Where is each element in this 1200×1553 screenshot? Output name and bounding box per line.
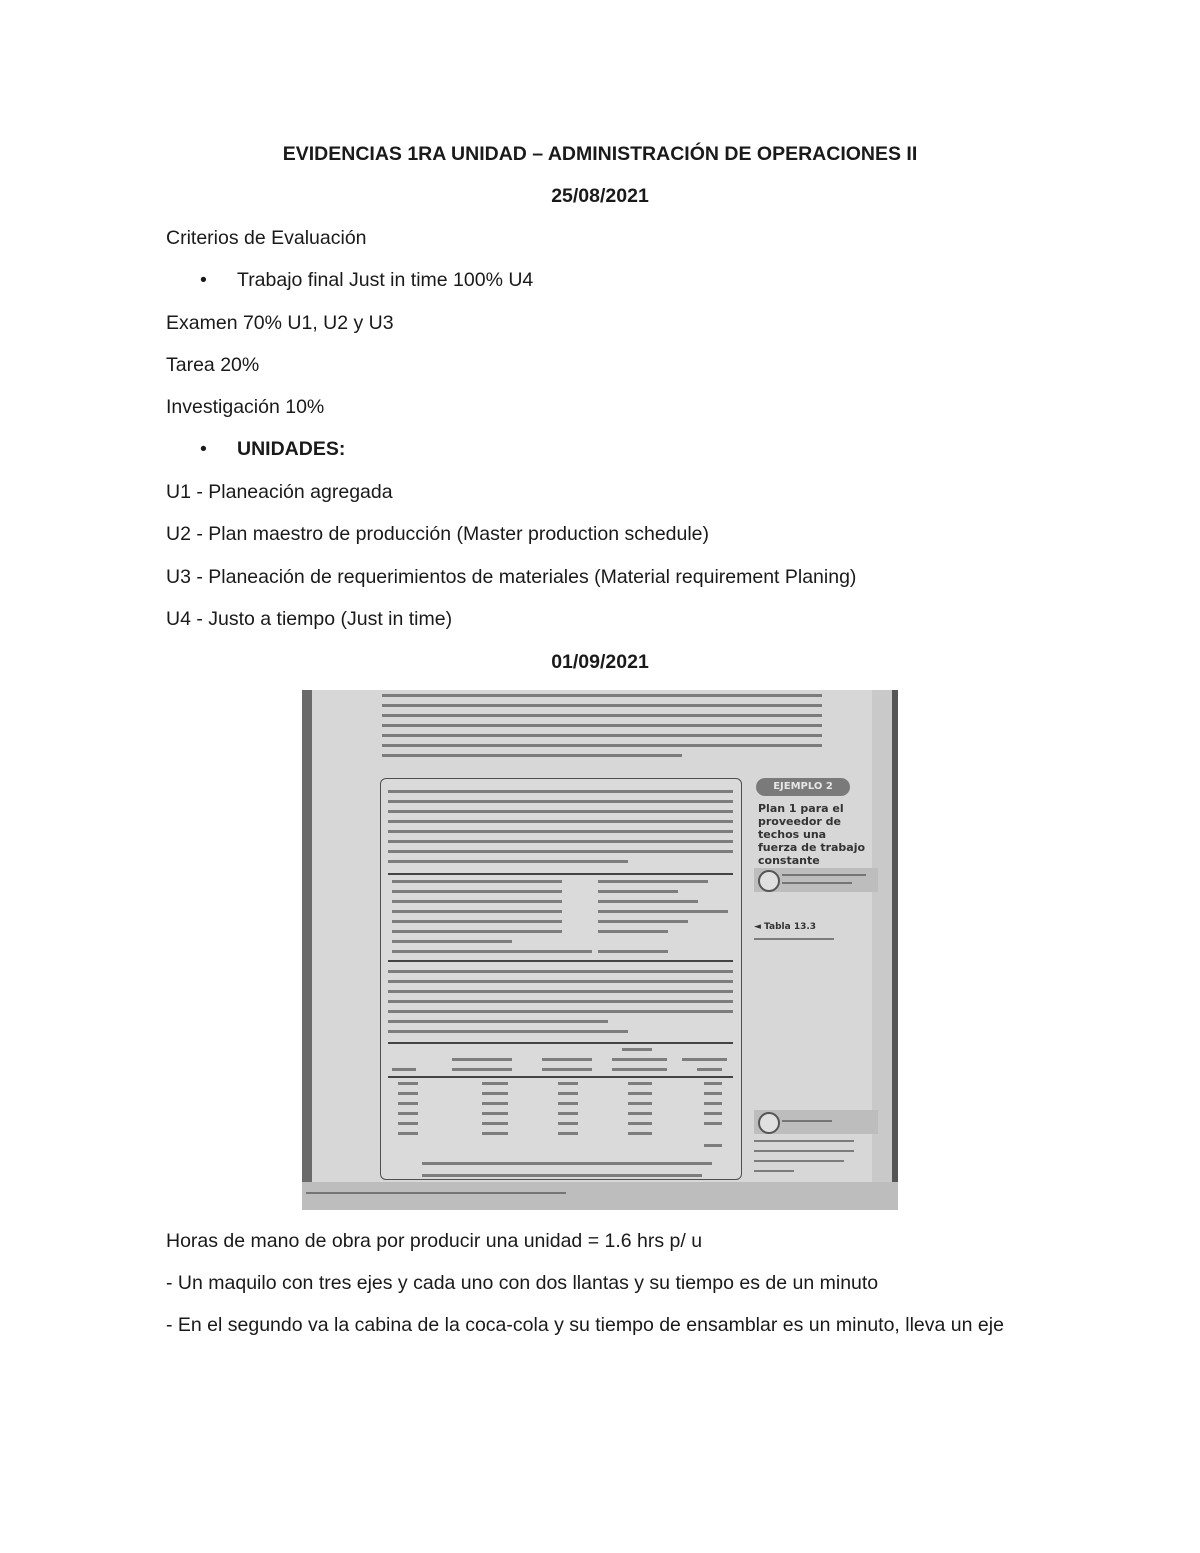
- scan-text-line: [392, 1068, 416, 1071]
- scan-text-line: [542, 1068, 592, 1071]
- cd-icon: [758, 870, 780, 892]
- scan-text-line: [598, 950, 668, 953]
- bullet-dot: •: [200, 269, 207, 291]
- scanned-textbook-image: [302, 690, 898, 1210]
- scan-text-line: [598, 880, 708, 883]
- scan-text-line: [754, 1160, 844, 1162]
- document-title: EVIDENCIAS 1RA UNIDAD – ADMINISTRACIÓN DE OPERACIONES II: [282, 143, 918, 165]
- scan-text-line: [388, 970, 733, 973]
- scan-text-line: [392, 940, 512, 943]
- scan-text-line: [388, 990, 733, 993]
- scan-text-line: [612, 1068, 667, 1071]
- scan-text-line: [398, 1132, 418, 1135]
- scan-text-line: [558, 1102, 578, 1105]
- scan-text-line: [388, 980, 733, 983]
- units-heading: UNIDADES:: [237, 438, 346, 460]
- scan-text-line: [482, 1092, 508, 1095]
- scan-edge: [892, 690, 898, 1210]
- criteria-line: Tarea 20%: [166, 354, 260, 376]
- scan-text-line: [398, 1082, 418, 1085]
- scan-text-line: [382, 724, 822, 727]
- scan-text-line: [558, 1112, 578, 1115]
- scan-text-line: [382, 714, 822, 717]
- scan-status-strip: [302, 1182, 898, 1210]
- unit-line: U2 - Plan maestro de producción (Master production schedule): [166, 523, 710, 545]
- scan-text-line: [628, 1132, 652, 1135]
- scan-text-line: [622, 1048, 652, 1051]
- unit-line: U1 - Planeación agregada: [166, 481, 393, 503]
- scan-text-line: [382, 744, 822, 747]
- scan-text-line: [782, 882, 852, 884]
- note-line: - En el segundo va la cabina de la coca-cola y su tiempo de ensamblar es un minuto, lleva un eje: [166, 1314, 1004, 1336]
- scan-text-line: [388, 1020, 608, 1023]
- scan-text-line: [392, 890, 562, 893]
- scan-text-line: [452, 1068, 512, 1071]
- scan-text-line: [612, 1058, 667, 1061]
- scan-text-line: [452, 1058, 512, 1061]
- note-line: Horas de mano de obra por producir una unidad = 1.6 hrs p/ u: [166, 1230, 703, 1252]
- scan-text-line: [482, 1132, 508, 1135]
- scan-text-line: [628, 1102, 652, 1105]
- scan-text-line: [388, 840, 733, 843]
- scan-text-line: [388, 820, 733, 823]
- date-heading-1: 25/08/2021: [551, 185, 649, 207]
- scan-text-line: [388, 800, 733, 803]
- scan-text-line: [598, 930, 668, 933]
- scan-example-box: [380, 778, 742, 1180]
- scan-table-rule: [388, 873, 733, 875]
- scan-text-line: [704, 1082, 722, 1085]
- scan-text-line: [382, 734, 822, 737]
- scan-text-line: [392, 950, 592, 953]
- scan-text-line: [558, 1132, 578, 1135]
- scan-text-line: [398, 1112, 418, 1115]
- scan-text-line: [542, 1058, 592, 1061]
- scan-text-line: [598, 900, 698, 903]
- date-heading-2: 01/09/2021: [551, 651, 649, 673]
- scan-text-line: [782, 874, 866, 876]
- scan-text-line: [482, 1112, 508, 1115]
- scan-table-rule: [388, 960, 733, 962]
- scan-table-ref: ◄ Tabla 13.3: [754, 922, 817, 932]
- scan-table-rule: [388, 1076, 733, 1078]
- scan-text-line: [422, 1174, 702, 1177]
- scan-example-badge: EJEMPLO 2: [756, 778, 850, 796]
- scan-text-line: [388, 1000, 733, 1003]
- scan-text-line: [628, 1092, 652, 1095]
- scan-edge: [302, 690, 312, 1182]
- criteria-bullet: Trabajo final Just in time 100% U4: [237, 269, 534, 291]
- scan-text-line: [558, 1082, 578, 1085]
- criteria-line: Examen 70% U1, U2 y U3: [166, 312, 394, 334]
- scan-text-line: [398, 1122, 418, 1125]
- scan-text-line: [388, 860, 628, 863]
- scan-text-line: [392, 880, 562, 883]
- scan-text-line: [388, 830, 733, 833]
- scan-text-line: [754, 938, 834, 940]
- scan-text-line: [704, 1122, 722, 1125]
- scan-text-line: [628, 1112, 652, 1115]
- scan-text-line: [306, 1192, 566, 1194]
- unit-line: U3 - Planeación de requerimientos de materiales (Material requirement Planing): [166, 566, 857, 588]
- scan-text-line: [598, 920, 688, 923]
- scan-text-line: [392, 920, 562, 923]
- scan-text-line: [482, 1102, 508, 1105]
- scan-text-line: [482, 1082, 508, 1085]
- scan-text-line: [382, 754, 682, 757]
- cd-icon: [758, 1112, 780, 1134]
- unit-line: U4 - Justo a tiempo (Just in time): [166, 608, 453, 630]
- scan-text-line: [392, 910, 562, 913]
- scan-side-title: Plan 1 para el proveedor de techos una fuerza de trabajo constante: [758, 802, 866, 867]
- scan-text-line: [398, 1092, 418, 1095]
- scan-text-line: [628, 1122, 652, 1125]
- scan-text-line: [382, 704, 822, 707]
- scan-text-line: [704, 1102, 722, 1105]
- bullet-dot: •: [200, 438, 207, 460]
- scan-text-line: [628, 1082, 652, 1085]
- scan-text-line: [682, 1058, 727, 1061]
- scan-text-line: [704, 1092, 722, 1095]
- scan-text-line: [558, 1122, 578, 1125]
- scan-text-line: [422, 1162, 712, 1165]
- scan-text-line: [388, 790, 733, 793]
- scan-text-line: [388, 810, 733, 813]
- scan-text-line: [754, 1170, 794, 1172]
- scan-text-line: [392, 930, 562, 933]
- scan-text-line: [392, 900, 562, 903]
- scan-table-rule: [388, 1042, 733, 1044]
- scan-text-line: [388, 1010, 733, 1013]
- scan-text-line: [598, 910, 728, 913]
- scan-text-line: [388, 850, 733, 853]
- scan-text-line: [782, 1120, 832, 1122]
- criteria-heading: Criterios de Evaluación: [166, 227, 367, 249]
- scan-text-line: [598, 890, 678, 893]
- scan-text-line: [558, 1092, 578, 1095]
- scan-text-line: [398, 1102, 418, 1105]
- scan-text-line: [482, 1122, 508, 1125]
- scan-text-line: [388, 1030, 628, 1033]
- scan-text-line: [754, 1150, 854, 1152]
- criteria-line: Investigación 10%: [166, 396, 325, 418]
- note-line: - Un maquilo con tres ejes y cada uno con dos llantas y su tiempo es de un minuto: [166, 1272, 879, 1294]
- scan-text-line: [382, 694, 822, 697]
- scan-text-line: [754, 1140, 854, 1142]
- scan-text-line: [704, 1112, 722, 1115]
- scan-text-line: [704, 1144, 722, 1147]
- scan-text-line: [697, 1068, 722, 1071]
